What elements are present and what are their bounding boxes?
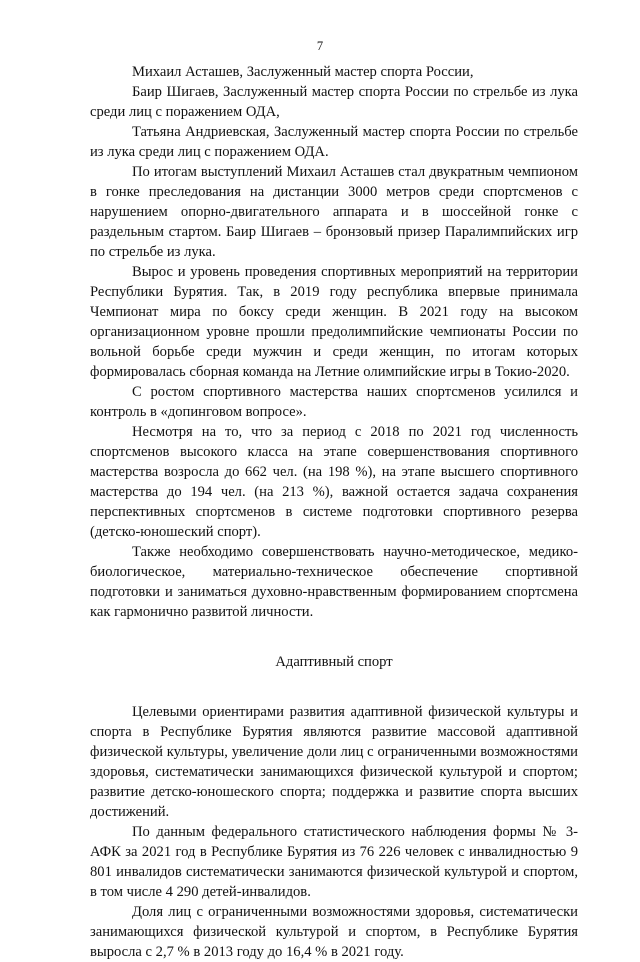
paragraph: Михаил Асташев, Заслуженный мастер спорта России, [132, 64, 474, 80]
paragraph: С ростом спортивного мастерства наших спортсменов усилился и контроль в «допинговом вопросе». [90, 384, 578, 420]
paragraph: Татьяна Андриевская, Заслуженный мастер спорта России по стрельбе из лука среди лиц с поражением ОДА. [90, 124, 578, 160]
paragraph: Также необходимо совершенствовать научно-методическое, медико-биологическое, материально-техническое обеспечение спортивной подготовки и заниматься духовно-нравственным формированием спортсмена как гармонично развитой личности. [90, 544, 578, 620]
paragraph: Баир Шигаев, Заслуженный мастер спорта России по стрельбе из лука среди лиц с поражением ОДА, [90, 84, 578, 120]
paragraph: Несмотря на то, что за период с 2018 по 2021 год численность спортсменов высокого класса на этапе совершенствования спортивного мастерства возросла до 662 чел. (на 198 %), на этапе высшего спортивного мастерства до 194 чел. (на 213 %), важной остается задача сохранения перспективных спортсменов в системе подготовки спортивного резерва (детско-юношеский спорт). [90, 424, 578, 540]
section-title: Адаптивный спорт [275, 654, 393, 670]
paragraph: Целевыми ориентирами развития адаптивной физической культуры и спорта в Республике Бурятия являются развитие массовой адаптивной физической культуры, увеличение доли лиц с ограниченными возможностями здоровья, систематически занимающихся физической культурой и спортом; развитие детско-юношеского спорта; поддержка и развитие спорта высших достижений. [90, 704, 578, 820]
paragraph: По данным федерального статистического наблюдения формы № 3-АФК за 2021 год в Республике Бурятия из 76 226 человек с инвалидностью 9 801 инвалидов систематически занимаются физической культурой и спортом, в том числе 4 290 детей-инвалидов. [90, 824, 578, 900]
paragraph: Вырос и уровень проведения спортивных мероприятий на территории Республики Бурятия. Так, в 2019 году республика впервые принимала Чемпионат мира по боксу среди женщин. В 2021 году на высоком организационном уровне прошли предолимпийские чемпионаты России по вольной борьбе среди мужчин и среди женщин, по итогам которых формировалась сборная команда на Летние олимпийские игры в Токио-2020. [90, 264, 578, 380]
paragraph: По итогам выступлений Михаил Асташев стал двукратным чемпионом в гонке преследования на дистанции 3000 метров среди спортсменов с нарушением опорно-двигательного аппарата и в шоссейной гонке с раздельным стартом. Баир Шигаев – бронзовый призер Паралимпийских игр по стрельбе из лука. [90, 164, 578, 260]
page-number: 7 [316, 39, 324, 53]
document-body [90, 62, 578, 962]
paragraph: Доля лиц с ограниченными возможностями здоровья, систематически занимающихся физической культурой и спортом, в Республике Бурятия выросла с 2,7 % в 2013 году до 16,4 % в 2021 году. [90, 904, 578, 960]
